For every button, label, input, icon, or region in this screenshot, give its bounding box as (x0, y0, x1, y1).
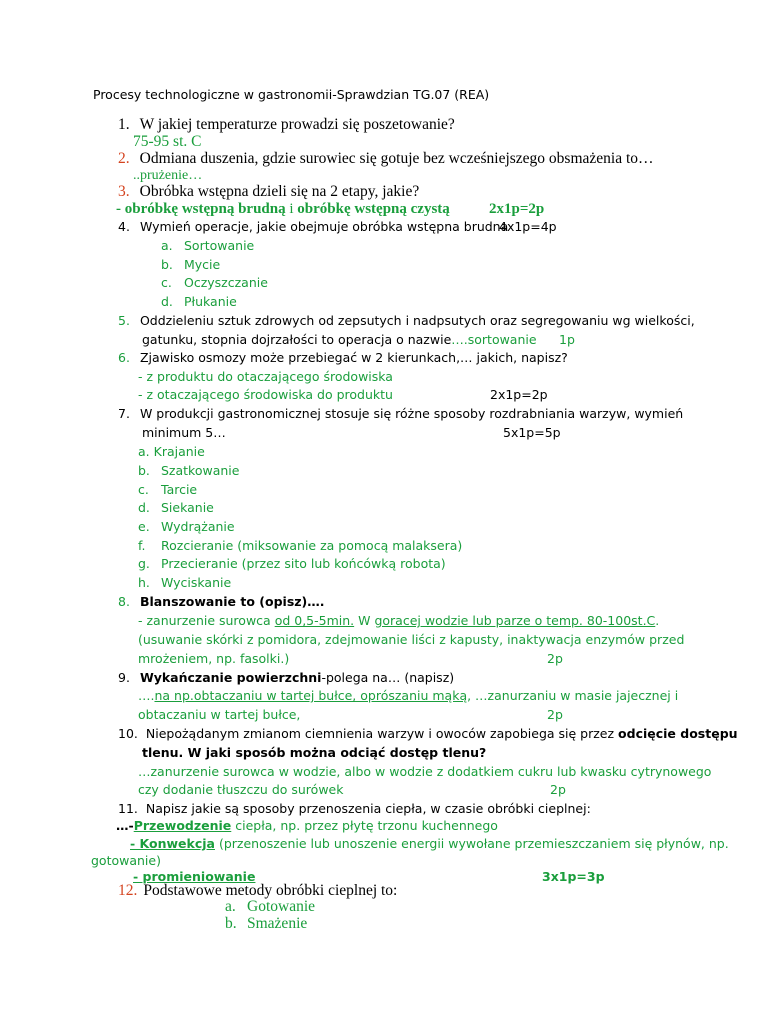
list-text: Oczyszczanie (184, 275, 268, 290)
question-text: Niepożądanym zmianom ciemnienia warzyw i owoców zapobiega się przez (145, 726, 619, 741)
list-item (161, 274, 268, 292)
answer-11-c: - promieniowanie (133, 869, 256, 884)
points-8: 2p (547, 651, 563, 666)
question-number: 1. (118, 116, 130, 133)
question-7 (118, 405, 683, 423)
list-text: Sortowanie (184, 238, 255, 253)
question-number: 3. (118, 183, 130, 200)
question-number: 9. (118, 670, 130, 685)
answer-join: i (285, 201, 298, 217)
list-item (138, 555, 446, 573)
list-marker: e. (138, 519, 150, 534)
question-number: 8. (118, 594, 130, 609)
question-9 (118, 669, 454, 687)
list-item (138, 443, 205, 461)
answer-text: W (354, 613, 375, 628)
points-6: 2x1p=2p (490, 387, 548, 402)
list-item (138, 574, 232, 592)
answer-9 (138, 687, 678, 705)
question-number: 10. (118, 726, 138, 741)
question-number: 11. (118, 801, 138, 816)
points-3: 2x1p=2p (489, 201, 545, 217)
list-marker: b. (138, 463, 150, 478)
answer-underlined: Przewodzenie (133, 818, 232, 833)
list-marker: d. (138, 500, 150, 515)
question-number: 2. (118, 150, 130, 167)
answer-8 (138, 612, 659, 630)
question-text: Obróbka wstępna dzieli się na 2 etapy, jakie? (139, 183, 420, 200)
list-text: Krajanie (153, 444, 205, 459)
answer-3 (116, 201, 450, 218)
question-number: 12. (118, 882, 138, 899)
question-bold: odcięcie dostępu (618, 726, 738, 741)
question-text: Napisz jakie są sposoby przenoszenia ciepła, w czasie obróbki cieplnej: (145, 801, 591, 816)
question-text: gatunku, stopnia dojrzałości to operacja o nazwie (142, 332, 452, 347)
answer-text: ciepła, np. przez płytę trzonu kuchennego (231, 818, 498, 833)
answer-8-line-2: (usuwanie skórki z pomidora, zdejmowanie liści z kapusty, inaktywacja enzymów przed (138, 632, 685, 647)
answer-underlined: od 0,5-5min. (274, 613, 355, 628)
answer-text: …- (116, 818, 134, 833)
list-item (138, 499, 214, 517)
list-marker: c. (161, 275, 172, 290)
question-text: Podstawowe metody obróbki cieplnej to: (143, 882, 398, 899)
answer-underlined: - Konwekcja (130, 836, 215, 851)
list-text: Gotowanie (247, 898, 316, 915)
list-marker: a. (138, 444, 150, 459)
question-10-line-2: tlenu. W jaki sposób można odciąć dostęp tlenu? (142, 745, 487, 760)
question-8 (118, 593, 325, 611)
question-text: W jakiej temperaturze prowadzi się poszetowanie? (139, 116, 455, 133)
answer-11-b (130, 835, 729, 853)
question-5-line-2 (142, 331, 537, 349)
answer-5: ….sortowanie (451, 332, 537, 347)
question-4 (118, 218, 508, 236)
question-text: Blanszowanie to (opisz)…. (139, 594, 325, 609)
list-marker: b. (225, 915, 237, 932)
list-marker: f. (138, 538, 146, 553)
question-text: W produkcji gastronomicznej stosuje się różne sposoby rozdrabniania warzyw, wymień (139, 406, 684, 421)
question-text: Wymień operacje, jakie obejmuje obróbka wstępna brudna (139, 219, 509, 234)
answer-text: , …zanurzaniu w masie jajecznej i (467, 688, 679, 703)
list-marker: g. (138, 556, 150, 571)
list-marker: a. (225, 898, 236, 915)
list-text: Płukanie (184, 294, 237, 309)
question-1 (118, 116, 455, 134)
answer-6-b: - z otaczającego środowiska do produktu (138, 387, 393, 402)
list-item (161, 293, 237, 311)
points-5: 1p (559, 332, 575, 347)
list-item (138, 537, 463, 555)
question-2 (118, 150, 654, 168)
points-10: 2p (550, 782, 566, 797)
question-11 (118, 800, 591, 818)
answer-underlined: goracej wodzie lub parze o temp. 80-100st.C (374, 613, 656, 628)
list-text: Tarcie (161, 482, 198, 497)
answer-9-line-2: obtaczaniu w tartej bułce, (138, 707, 301, 722)
answer-underlined: na np.obtaczaniu w tartej bułce, oprószaniu mąką (154, 688, 468, 703)
list-item (225, 915, 308, 933)
answer-10-line-2: czy dodanie tłuszczu do surówek (138, 782, 344, 797)
question-text: Oddzieleniu sztuk zdrowych od zepsutych i nadpsutych oraz segregowaniu wg wielkości, (139, 313, 695, 328)
answer-text: (przenoszenie lub unoszenie energii wywołane przemieszczaniem się płynów, np. (214, 836, 729, 851)
points-9: 2p (547, 707, 563, 722)
question-number: 4. (118, 219, 130, 234)
answer-1: 75-95 st. C (133, 133, 202, 150)
question-6 (118, 349, 568, 367)
answer-part: obróbkę wstępną czystą (297, 201, 450, 217)
answer-10-line-1: …zanurzenie surowca w wodzie, albo w wodzie z dodatkiem cukru lub kwasku cytrynowego (138, 764, 712, 779)
list-marker: b. (161, 257, 173, 272)
question-number: 6. (118, 350, 130, 365)
list-text: Wydrążanie (161, 519, 235, 534)
question-number: 5. (118, 313, 130, 328)
list-item (138, 462, 240, 480)
list-text: Szatkowanie (161, 463, 240, 478)
list-item (161, 256, 221, 274)
question-10 (118, 725, 738, 743)
question-5 (118, 312, 695, 330)
points-7: 5x1p=5p (503, 425, 561, 440)
answer-text: …. (138, 688, 155, 703)
list-marker: d. (161, 294, 173, 309)
list-item (161, 237, 255, 255)
question-number: 7. (118, 406, 130, 421)
answer-part: - obróbkę wstępną brudną (116, 201, 286, 217)
list-item (138, 481, 198, 499)
question-text: -polega na… (napisz) (321, 670, 455, 685)
question-7-line-2: minimum 5… (142, 425, 226, 440)
question-text: Zjawisko osmozy może przebiegać w 2 kierunkach,… jakich, napisz? (139, 350, 568, 365)
list-marker: a. (161, 238, 173, 253)
points-11: 3x1p=3p (542, 869, 605, 884)
page-title: Procesy technologiczne w gastronomii-Sprawdzian TG.07 (REA) (93, 87, 490, 102)
question-text: Odmiana duszenia, gdzie surowiec się gotuje bez wcześniejszego obsmażenia to… (139, 150, 654, 167)
list-text: Rozcieranie (miksowanie za pomocą malaksera) (161, 538, 463, 553)
list-text: Siekanie (161, 500, 214, 515)
answer-text: . (655, 613, 660, 628)
answer-8-line-3: mrożeniem, np. fasolki.) (138, 651, 290, 666)
answer-text: - zanurzenie surowca (138, 613, 275, 628)
answer-11-a (116, 817, 498, 835)
question-3 (118, 183, 419, 201)
list-marker: c. (138, 482, 149, 497)
points-4: 4x1p=4p (499, 219, 557, 234)
question-bold: Wykańczanie powierzchni (139, 670, 322, 685)
list-text: Wyciskanie (161, 575, 232, 590)
answer-11-b-line-2: gotowanie) (91, 853, 161, 868)
list-text: Smażenie (247, 915, 308, 932)
list-item (138, 518, 235, 536)
answer-6-a: - z produktu do otaczającego środowiska (138, 369, 393, 384)
list-item (225, 898, 316, 916)
list-marker: h. (138, 575, 150, 590)
list-text: Mycie (184, 257, 221, 272)
list-text: Przecieranie (przez sito lub końcówką robota) (161, 556, 446, 571)
answer-2: ..prużenie… (133, 168, 203, 183)
